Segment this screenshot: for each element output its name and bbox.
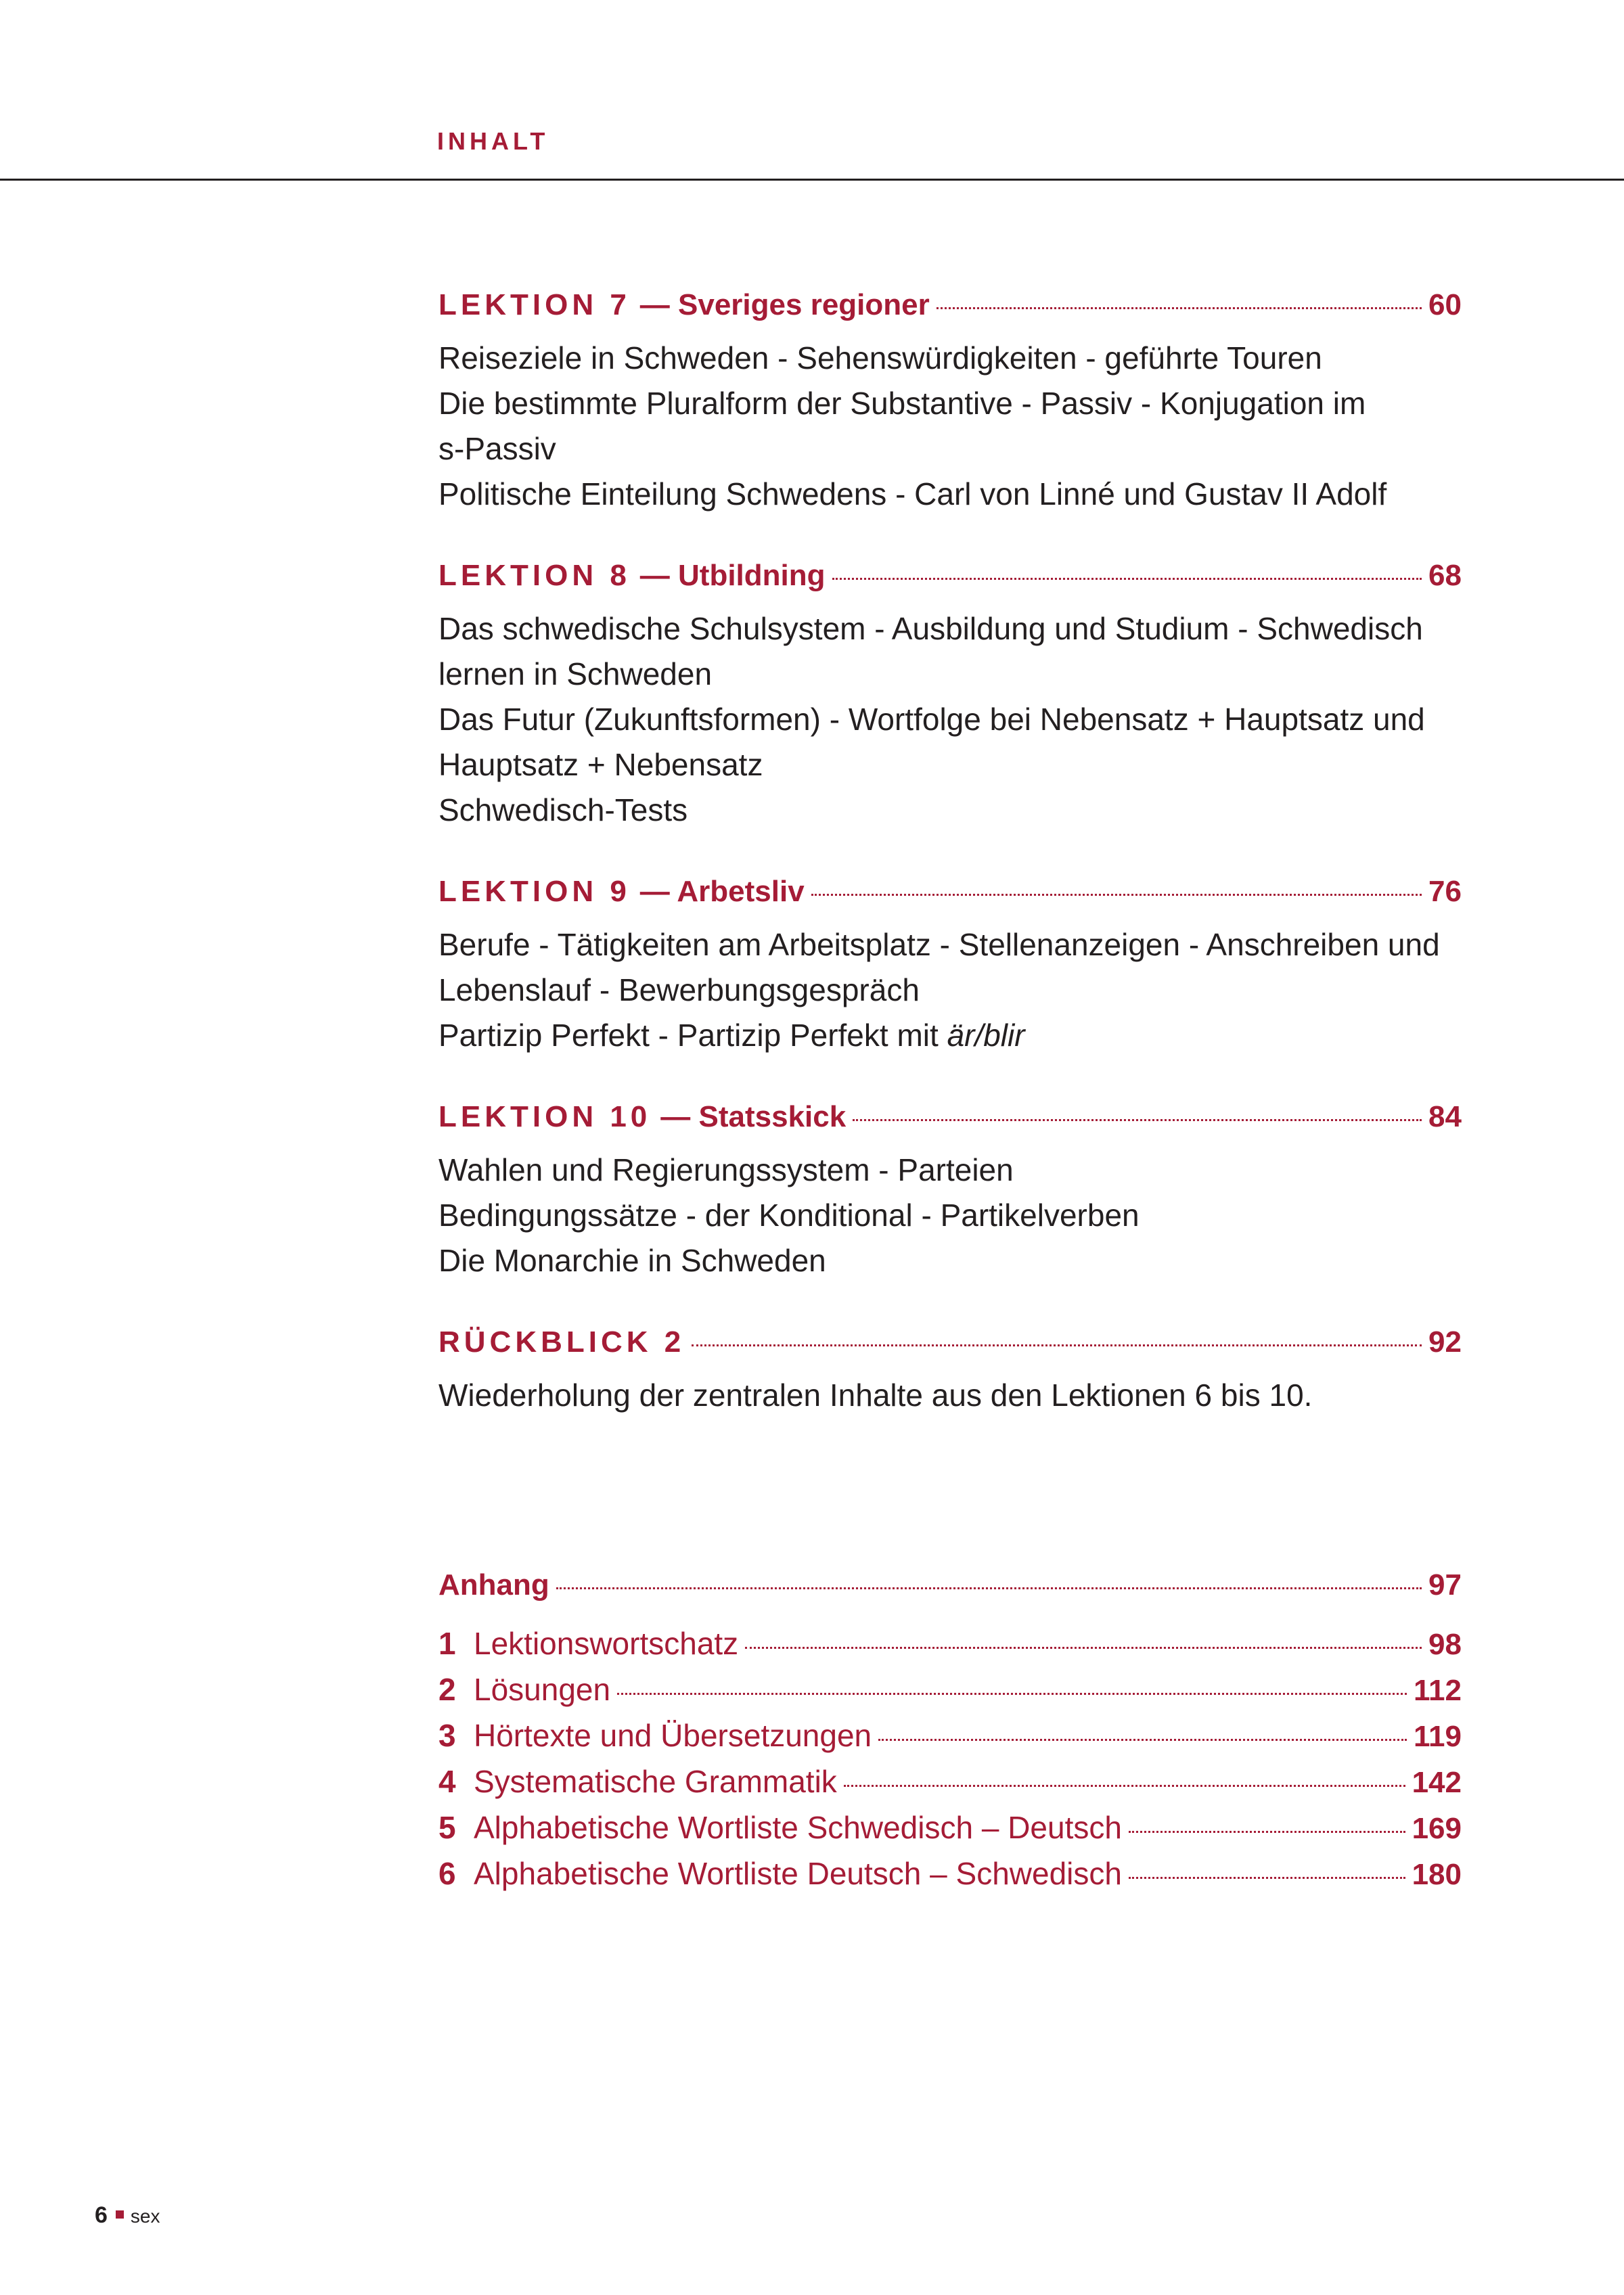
toc-entry-lektion-10 bbox=[438, 1096, 1462, 1283]
appendix-item[interactable] bbox=[438, 1759, 1462, 1805]
appendix-item-label: Hörtexte und Übersetzungen bbox=[474, 1718, 872, 1753]
appendix-item-label: Systematische Grammatik bbox=[474, 1764, 837, 1799]
appendix-item-label: Alphabetische Wortliste Deutsch – Schwedisch bbox=[474, 1856, 1122, 1891]
appendix-item-number: 1 bbox=[438, 1626, 456, 1661]
lesson-description bbox=[438, 1148, 1462, 1283]
page-number: 180 bbox=[1412, 1858, 1462, 1891]
description-line: Bedingungssätze - der Konditional - Partikelverben bbox=[438, 1198, 1140, 1233]
lesson-title: — Utbildning bbox=[639, 559, 826, 592]
italic-term: är/blir bbox=[947, 1018, 1025, 1053]
appendix-item[interactable] bbox=[438, 1621, 1462, 1667]
lesson-description bbox=[438, 1373, 1462, 1418]
description-line: Wiederholung der zentralen Inhalte aus den Lektionen 6 bis 10. bbox=[438, 1378, 1313, 1413]
toc-heading[interactable] bbox=[438, 1321, 1462, 1363]
appendix-item-number: 6 bbox=[438, 1856, 456, 1891]
appendix-item-number: 3 bbox=[438, 1718, 456, 1753]
dot-leader bbox=[853, 1119, 1422, 1121]
appendix-item[interactable] bbox=[438, 1713, 1462, 1759]
description-text: Partizip Perfekt - Partizip Perfekt mit bbox=[438, 1018, 947, 1053]
lesson-label: LEKTION 7 bbox=[438, 288, 631, 321]
appendix-title: Anhang bbox=[438, 1568, 549, 1601]
page-number: 119 bbox=[1414, 1720, 1462, 1753]
description-line: Wahlen und Regierungssystem - Parteien bbox=[438, 1152, 1014, 1187]
dot-leader bbox=[745, 1647, 1422, 1649]
page-number: 112 bbox=[1414, 1674, 1462, 1707]
dot-leader bbox=[878, 1739, 1407, 1741]
description-line: Berufe - Tätigkeiten am Arbeitsplatz - Stellenanzeigen - Anschreiben und bbox=[438, 927, 1440, 962]
page-number: 98 bbox=[1428, 1628, 1462, 1661]
toc-entry-lektion-8 bbox=[438, 555, 1462, 833]
appendix-item-label: Lektionswortschatz bbox=[474, 1626, 739, 1661]
page-number: 142 bbox=[1412, 1766, 1462, 1799]
description-line: Die Monarchie in Schweden bbox=[438, 1243, 826, 1278]
toc-heading[interactable] bbox=[438, 871, 1462, 913]
footer-code: sex bbox=[130, 2206, 160, 2227]
page-number: 60 bbox=[1428, 288, 1462, 321]
page-number: 92 bbox=[1428, 1325, 1462, 1359]
appendix-heading[interactable] bbox=[438, 1564, 1462, 1606]
square-bullet-icon bbox=[116, 2210, 124, 2219]
lesson-description bbox=[438, 336, 1462, 517]
dot-leader bbox=[1129, 1831, 1405, 1833]
page-number: 84 bbox=[1428, 1100, 1462, 1133]
toc-entry-lektion-9 bbox=[438, 871, 1462, 1058]
toc-heading[interactable] bbox=[438, 284, 1462, 326]
description-line bbox=[438, 1013, 1462, 1058]
page-footer bbox=[95, 2202, 160, 2229]
description-line: Schwedisch-Tests bbox=[438, 792, 688, 827]
description-line: Das schwedische Schulsystem - Ausbildung und Studium - Schwedisch bbox=[438, 611, 1423, 646]
toc-heading[interactable] bbox=[438, 555, 1462, 597]
lesson-title: — Arbetsliv bbox=[639, 875, 805, 908]
footer-page-number: 6 bbox=[95, 2202, 108, 2228]
description-line: Die bestimmte Pluralform der Substantive - Passiv - Konjugation im bbox=[438, 386, 1366, 421]
lesson-label: LEKTION 10 bbox=[438, 1100, 652, 1133]
dot-leader bbox=[811, 894, 1422, 896]
lesson-label: LEKTION 8 bbox=[438, 559, 631, 592]
description-line: Politische Einteilung Schwedens - Carl von Linné und Gustav II Adolf bbox=[438, 476, 1387, 512]
lesson-description bbox=[438, 606, 1462, 833]
page-number: 76 bbox=[1428, 875, 1462, 908]
page-number: 97 bbox=[1428, 1568, 1462, 1601]
description-line: lernen in Schweden bbox=[438, 656, 713, 691]
appendix-item[interactable] bbox=[438, 1667, 1462, 1713]
toc-heading[interactable] bbox=[438, 1096, 1462, 1138]
dot-leader bbox=[692, 1344, 1422, 1346]
appendix-item-number: 2 bbox=[438, 1672, 456, 1707]
dot-leader bbox=[556, 1587, 1422, 1589]
toc-entry-lektion-7 bbox=[438, 284, 1462, 517]
lesson-title: — Statsskick bbox=[660, 1100, 847, 1133]
appendix-item-number: 4 bbox=[438, 1764, 456, 1799]
appendix-item[interactable] bbox=[438, 1805, 1462, 1851]
lesson-description bbox=[438, 922, 1462, 1058]
header-rule bbox=[0, 179, 1624, 181]
description-line: Hauptsatz + Nebensatz bbox=[438, 747, 763, 782]
appendix-item[interactable] bbox=[438, 1851, 1462, 1897]
lesson-label: LEKTION 9 bbox=[438, 875, 631, 908]
appendix-item-number: 5 bbox=[438, 1810, 456, 1845]
lesson-label: RÜCKBLICK 2 bbox=[438, 1325, 685, 1359]
toc bbox=[438, 284, 1462, 1897]
dot-leader bbox=[617, 1693, 1407, 1695]
description-line: Reiseziele in Schweden - Sehenswürdigkeiten - geführte Touren bbox=[438, 340, 1322, 376]
toc-entry-rueckblick-2 bbox=[438, 1321, 1462, 1418]
appendix-item-label: Lösungen bbox=[474, 1672, 611, 1707]
dot-leader bbox=[832, 578, 1422, 580]
dot-leader bbox=[1129, 1877, 1405, 1879]
section-header: INHALT bbox=[437, 127, 549, 155]
description-line: s-Passiv bbox=[438, 431, 556, 466]
description-line: Lebenslauf - Bewerbungsgespräch bbox=[438, 972, 920, 1007]
dot-leader bbox=[844, 1785, 1405, 1787]
lesson-title: — Sveriges regioner bbox=[639, 288, 930, 321]
dot-leader bbox=[937, 307, 1422, 309]
appendix-item-label: Alphabetische Wortliste Schwedisch – Deutsch bbox=[474, 1810, 1122, 1845]
page-number: 169 bbox=[1412, 1812, 1462, 1845]
page-number: 68 bbox=[1428, 559, 1462, 592]
description-line: Das Futur (Zukunftsformen) - Wortfolge bei Nebensatz + Hauptsatz und bbox=[438, 702, 1425, 737]
